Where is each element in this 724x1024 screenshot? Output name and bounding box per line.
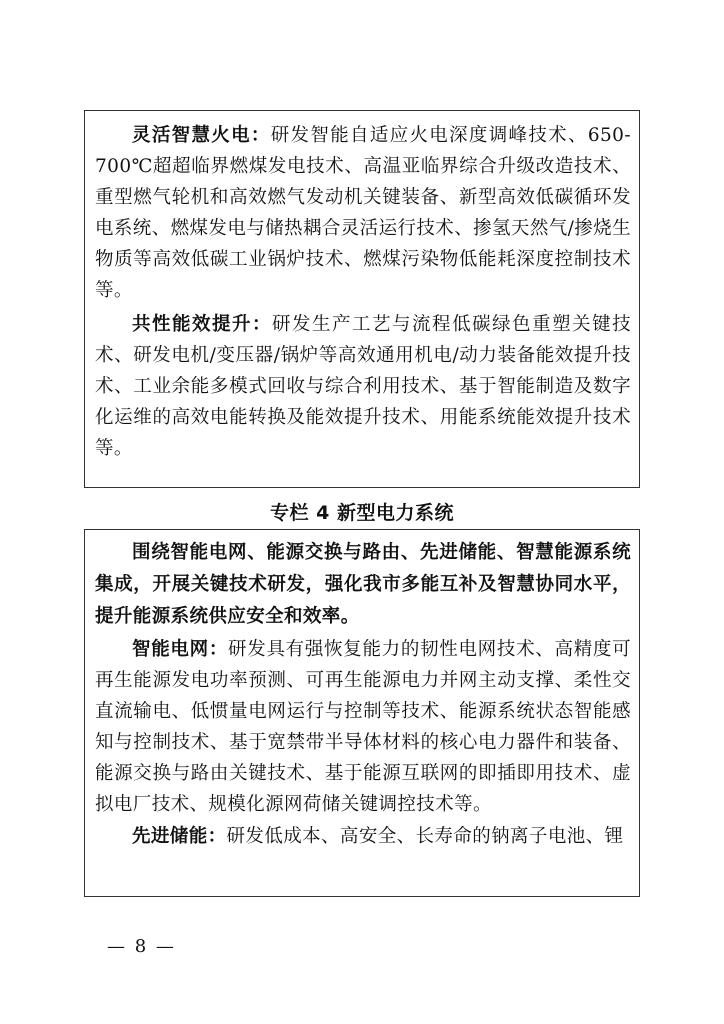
paragraph-lead: 围绕智能电网、能源交换与路由、先进储能、智慧能源系统集成，开展关键技术研发，强化我市多能互补及智慧协同水平，提升能源系统供应安全和效率。 bbox=[95, 542, 631, 627]
content-box-power-system bbox=[84, 529, 640, 897]
term-smart-grid: 智能电网： bbox=[132, 639, 229, 660]
paragraph-energy-efficiency bbox=[85, 309, 639, 464]
text-flexible-thermal-power: 研发智能自适应火电深度调峰技术、650-700℃超超临界燃煤发电技术、高温亚临界综合升级改造技术、重型燃气轮机和高效燃气发动机关键装备、新型高效低碳循环发电系统、燃煤发电与储热耦合灵活运行技术、掺氢天然气/掺烧生物质等高效低碳工业锅炉技术、燃煤污染物低能耗深度控制技术等。 bbox=[95, 125, 631, 301]
text-energy-efficiency: 研发生产工艺与流程低碳绿色重塑关键技术、研发电机/变压器/锅炉等高效通用机电/动力装备能效提升技术、工业余能多模式回收与综合利用技术、基于智能制造及数字化运维的高效电能转换及能效提升技术、用能系统能效提升技术等。 bbox=[95, 314, 631, 459]
term-advanced-storage: 先进储能： bbox=[132, 826, 227, 847]
text-smart-grid: 研发具有强恢复能力的韧性电网技术、高精度可再生能源发电功率预测、可再生能源电力并网主动支撑、柔性交直流输电、低惯量电网运行与控制等技术、能源系统状态智能感知与控制技术、基于宽禁带半导体材料的核心电力器件和装备、能源交换与路由关键技术、基于能源互联网的即插即用技术、虚拟电厂技术、规模化源网荷储关键调控技术等。 bbox=[95, 639, 631, 815]
column-title: 专栏 4 新型电力系统 bbox=[270, 502, 454, 524]
text-advanced-storage: 研发低成本、高安全、长寿命的钠离子电池、锂 bbox=[226, 826, 624, 847]
paragraph-advanced-storage bbox=[85, 821, 639, 852]
paragraph-flexible-thermal-power bbox=[85, 111, 639, 306]
paragraph-smart-grid bbox=[85, 634, 639, 820]
term-flexible-thermal-power: 灵活智慧火电： bbox=[132, 125, 271, 146]
term-energy-efficiency: 共性能效提升： bbox=[132, 314, 273, 335]
content-box-top bbox=[84, 110, 640, 488]
page-number: — 8 — bbox=[107, 936, 176, 957]
